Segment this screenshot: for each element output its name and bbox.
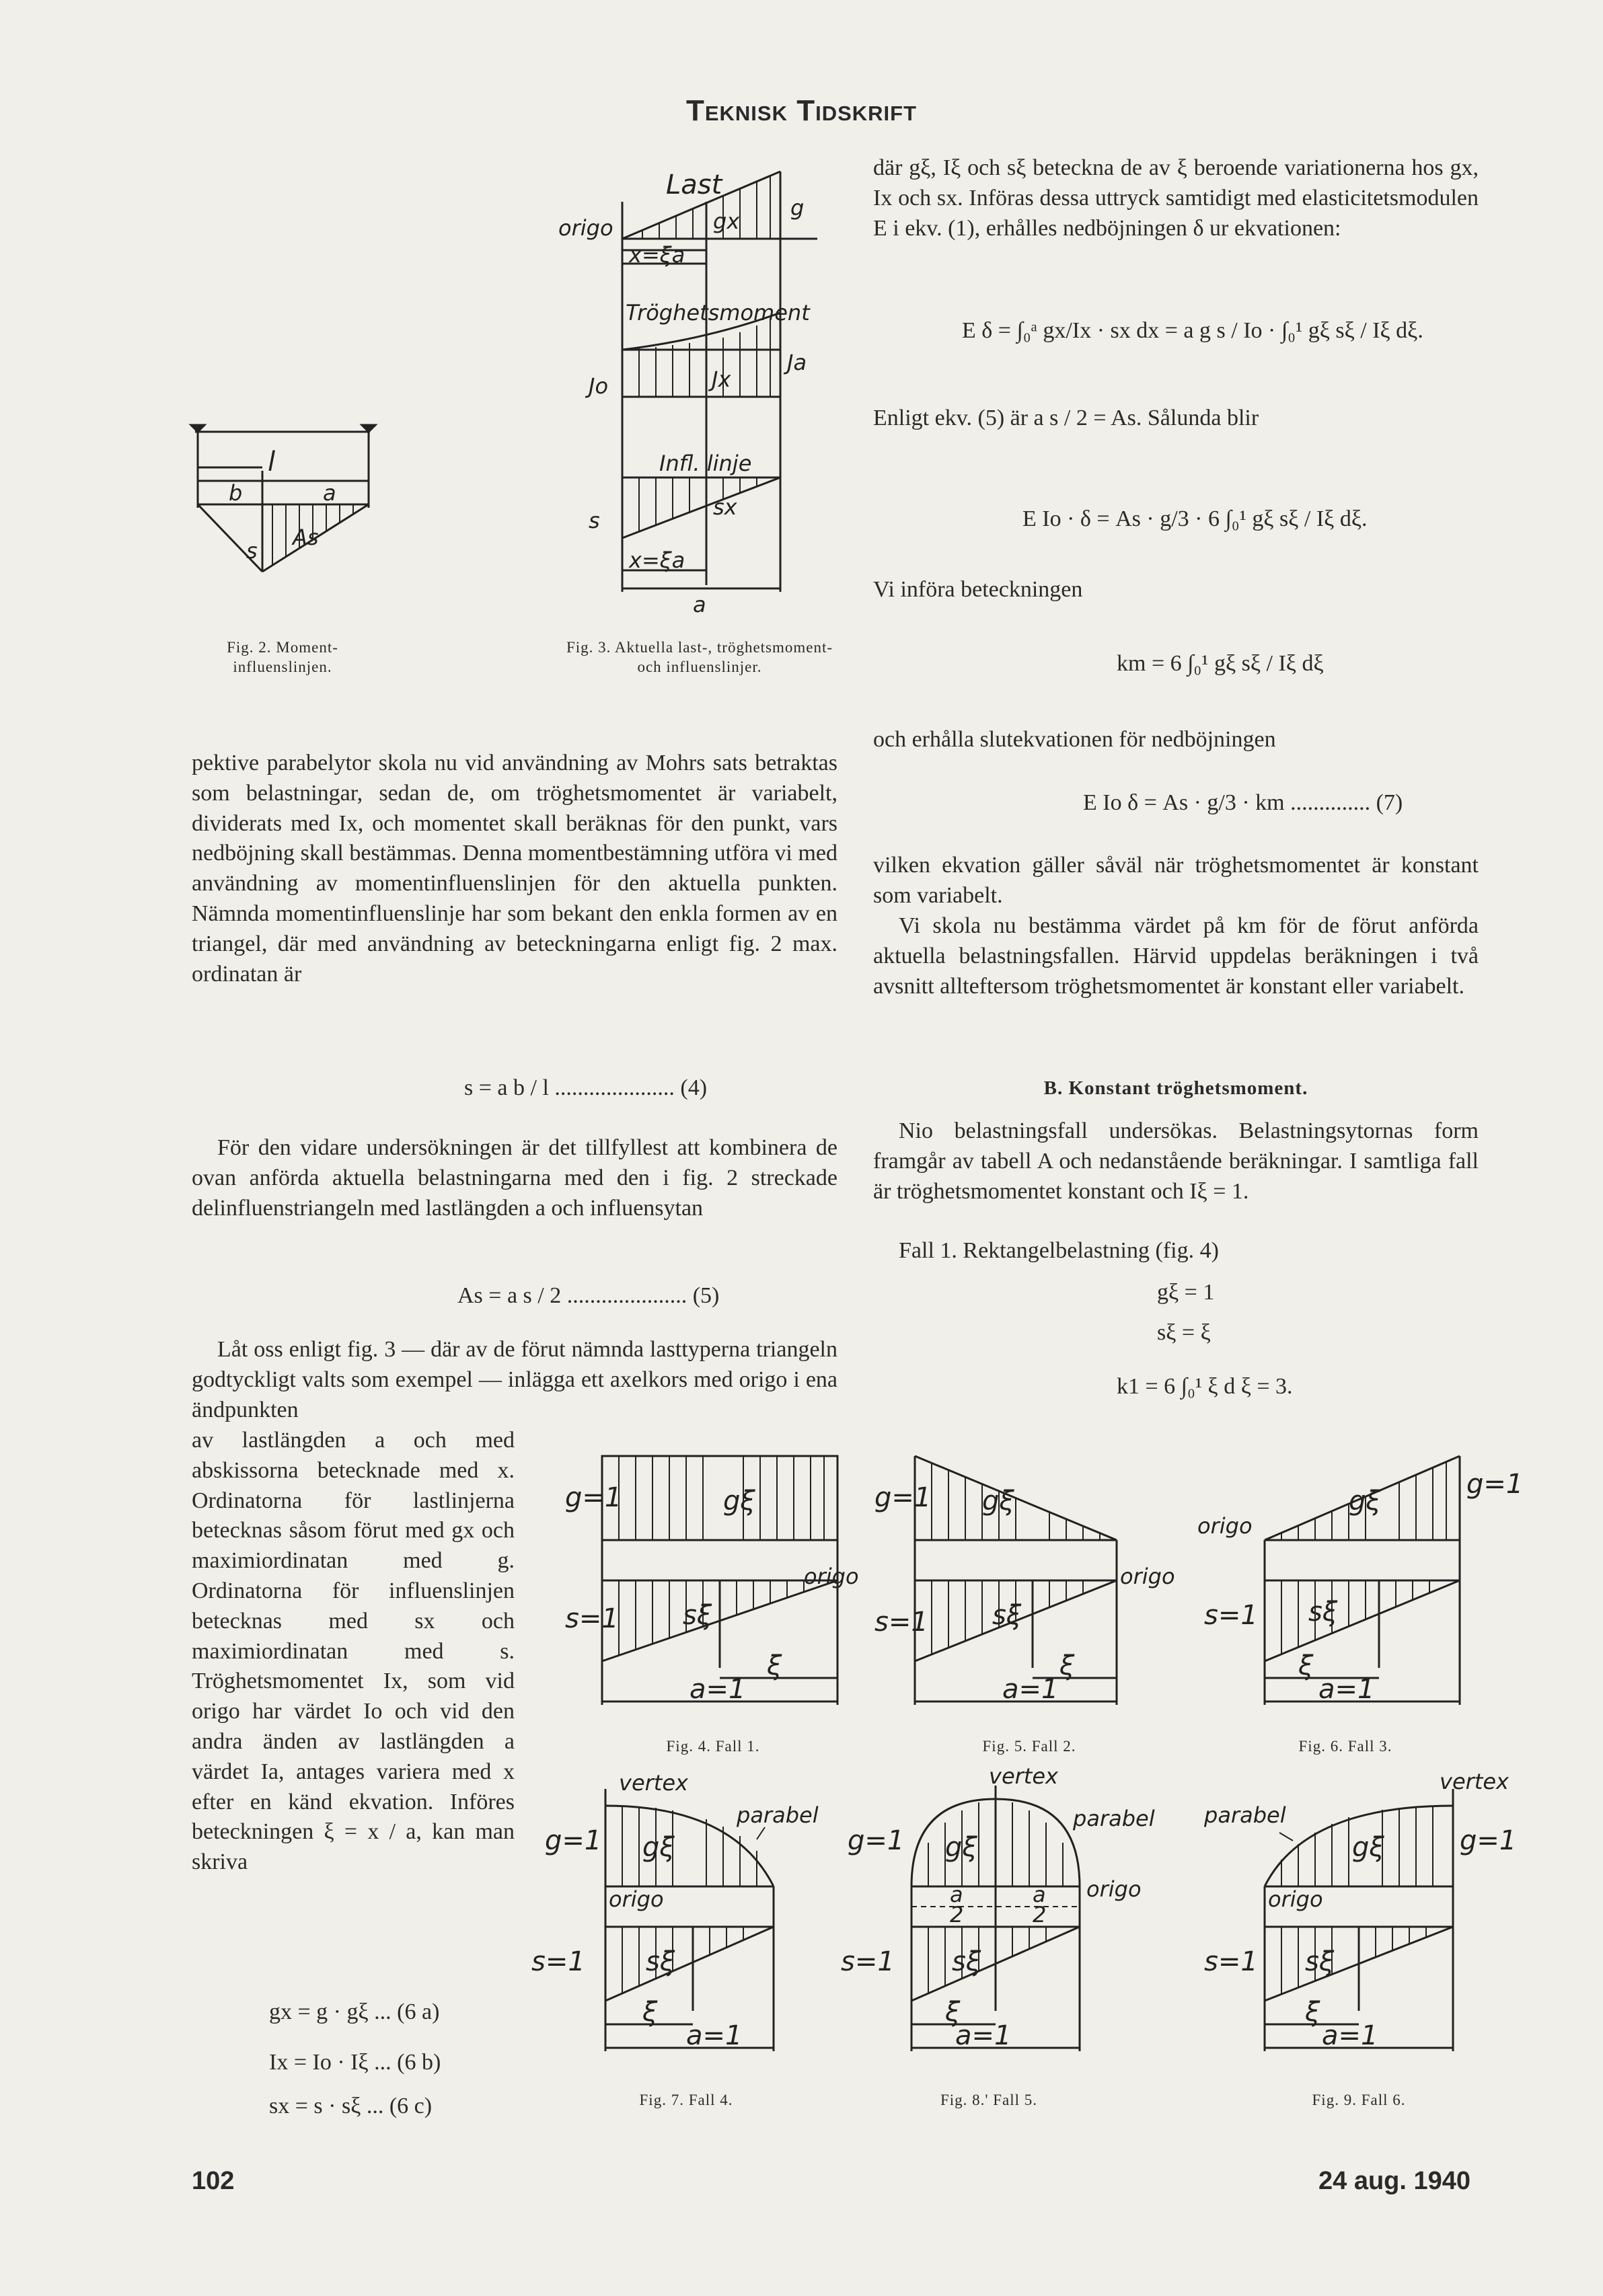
fig3-label-last: Last	[666, 169, 722, 200]
equation-fall1-k: k1 = 6 ∫₀¹ ξ d ξ = 3.	[1117, 1374, 1293, 1399]
left-paragraph-1: pektive parabelytor skola nu vid användning av Mohrs sats betraktas som belastningar, sedan de, om tröghetsmomentet är variabelt, dividerats med Ix, och momentet skall beräknas för den punkt, vars nedböjning skall bestämmas. Denna momentbestämning utföra vi med användning av momentinfluenslinjen för den aktuella punkten. Nämnda momentinfluenslinje har som bekant den enkla formen av en triangel, där med användning av beteckningarna enligt fig. 2 max. ordinatan är	[192, 751, 837, 987]
fig8-label-a: a=1	[955, 2020, 1012, 2051]
equation-7: E Io δ = As · g/3 · km .............. (7)	[1083, 790, 1403, 815]
fig4-label-s: s=1	[565, 1603, 619, 1634]
fig8-label-g: g=1	[848, 1825, 905, 1856]
fig8-label-half1: 2	[950, 1902, 964, 1927]
fig3-label-inertia: Tröghetsmoment	[626, 300, 810, 326]
fig9-label-g: g=1	[1460, 1825, 1517, 1856]
fig7-label-g: g=1	[545, 1825, 602, 1856]
fig4-diagram	[565, 1446, 861, 1728]
left-paragraph-3b: av lastlängden a och med abskissorna betecknade med x. Ordinatorna för lastlinjerna betecknas såsom förut med gx och maximiordinatan med g. Ordinatorna för influenslinjen betecknas med sx och maximiordinatan med s. Tröghetsmomentet Ix, som vid origo har värdet Io och vid den andra änden av lastlängden a värdet Ia, antages variera med x efter en känd ekvation. Införes beteckningen ξ = x / a, kan man skriva	[192, 1428, 515, 1875]
fig2-label-b: b	[229, 480, 243, 506]
fig8-label-parabel: parabel	[1073, 1806, 1155, 1831]
fig9-label-sxi: sξ	[1305, 1946, 1335, 1977]
equation-c: km = 6 ∫₀¹ gξ sξ / Iξ dξ	[1117, 651, 1324, 676]
fig2-label-l: l	[268, 447, 276, 477]
fig9-label-a: a=1	[1322, 2020, 1378, 2051]
fig2-label-as: As	[293, 525, 319, 550]
fig5-label-s: s=1	[874, 1607, 928, 1638]
fig8-label-half2: 2	[1033, 1902, 1047, 1927]
equation-fall1-g: gξ = 1	[1157, 1280, 1215, 1305]
fig9-label-parabel: parabel	[1204, 1802, 1286, 1828]
fig3-label-gx: gx	[713, 208, 740, 234]
fig7-label-parabel: parabel	[737, 1802, 819, 1828]
fig5-label-g: g=1	[874, 1482, 932, 1513]
right-paragraph-7: Nio belastningsfall undersökas. Belastningsytornas form framgår av tabell A och nedanstående beräkningar. I samtliga fall är tröghetsmomentet konstant och Iξ = 1.	[873, 1118, 1479, 1204]
fig7-diagram	[531, 1769, 848, 2071]
journal-title: Teknisk Tidskrift	[685, 94, 918, 127]
fall-1-heading: Fall 1. Rektangelbelastning (fig. 4)	[899, 1238, 1219, 1263]
fig6-label-s: s=1	[1204, 1600, 1258, 1631]
fig3-label-g: g	[790, 195, 805, 221]
fig8-label-a1: a	[950, 1882, 963, 1907]
fig6-label-gxi: gξ	[1349, 1486, 1381, 1517]
issue-date: 24 aug. 1940	[1318, 2167, 1471, 2195]
fig5-caption: Fig. 5. Fall 2.	[982, 1738, 1076, 1755]
fig4-label-origo: origo	[804, 1564, 859, 1589]
right-paragraph-6: Vi skola nu bestämma värdet på km för de förut anförda aktuella belastningsfallen. Härvid uppdelas beräkningen i två avsnitt allteftersom tröghetsmomentet är konstant eller variabelt.	[873, 913, 1479, 999]
fig5-label-a: a=1	[1002, 1674, 1059, 1705]
fig3-label-sx: sx	[713, 494, 737, 520]
fig6-caption: Fig. 6. Fall 3.	[1298, 1738, 1392, 1755]
equation-6c: sx = s · sξ ... (6 c)	[269, 2094, 433, 2118]
right-paragraph-5: vilken ekvation gäller såväl när tröghetsmomentet är konstant som variabelt.	[873, 853, 1479, 908]
fig7-label-s: s=1	[531, 1946, 585, 1977]
equation-a: E δ = ∫₀ᵃ gx/Ix · sx dx = a g s / Io · ∫₀¹ gξ sξ / Iξ dξ.	[962, 318, 1423, 343]
fig3-label-origo: origo	[558, 215, 613, 241]
fig9-label-s: s=1	[1204, 1946, 1258, 1977]
fig7-label-gxi: gξ	[642, 1832, 675, 1863]
fig6-label-origo: origo	[1197, 1513, 1253, 1539]
fig5-label-origo: origo	[1120, 1564, 1175, 1589]
fig7-label-vertex: vertex	[619, 1770, 688, 1796]
fig5-diagram	[874, 1446, 1197, 1728]
right-paragraph-4: och erhålla slutekvationen för nedböjningen	[873, 727, 1276, 752]
fig2-caption: Fig. 2. Moment-influenslinjen.	[227, 639, 338, 675]
right-paragraph-2: Enligt ekv. (5) är a s / 2 = As. Sålunda blir	[873, 406, 1259, 430]
fig4-caption: Fig. 4. Fall 1.	[666, 1738, 760, 1755]
fig9-label-gxi: gξ	[1352, 1832, 1384, 1863]
section-b-heading: B. Konstant tröghetsmoment.	[1043, 1077, 1308, 1099]
equation-b: E Io · δ = As · g/3 · 6 ∫₀¹ gξ sξ / Iξ dξ.	[1022, 506, 1368, 531]
fig5-label-gxi: gξ	[982, 1486, 1014, 1517]
fig8-label-xi: ξ	[945, 1997, 961, 2028]
left-paragraph-3a: Låt oss enligt fig. 3 — där av de förut nämnda lasttyperna triangeln godtyckligt valts som exempel — inlägga ett axelkors med origo i ena ändpunkten	[192, 1337, 837, 1422]
equation-5: As = a s / 2 ..................... (5)	[457, 1283, 720, 1308]
fig8-caption: Fig. 8.' Fall 5.	[940, 2092, 1038, 2108]
fig7-label-sxi: sξ	[646, 1946, 675, 1977]
fig4-label-a: a=1	[689, 1674, 746, 1705]
page-number: 102	[192, 2167, 235, 2195]
fig3-label-s: s	[589, 508, 600, 533]
left-paragraph-2: För den vidare undersökningen är det tillfyllest att kombinera de ovan anförda aktuella belastningarna med den i fig. 2 streckade delinfluenstriangeln med lastlängden a och influensytan	[192, 1135, 837, 1221]
fig6-label-sxi: sξ	[1308, 1597, 1338, 1628]
fig5-label-xi: ξ	[1059, 1650, 1075, 1681]
fig4-label-g: g=1	[565, 1482, 622, 1513]
fig7-label-origo: origo	[609, 1886, 664, 1912]
equation-4: s = a b / l ..................... (4)	[464, 1075, 708, 1100]
fig6-diagram	[1191, 1446, 1524, 1728]
fig7-label-a: a=1	[686, 2020, 743, 2051]
fig4-label-gxi: gξ	[723, 1486, 755, 1517]
fig8-label-origo: origo	[1086, 1876, 1142, 1902]
fig3-label-a: a	[693, 592, 706, 617]
fig6-label-xi: ξ	[1298, 1650, 1314, 1681]
fig3-label-x1: x=ξa	[629, 242, 685, 268]
fig8-label-a2: a	[1033, 1882, 1046, 1907]
fig8-label-s: s=1	[841, 1946, 895, 1977]
right-paragraph-3: Vi införa beteckningen	[873, 577, 1083, 602]
right-paragraph-1: där gξ, Iξ och sξ beteckna de av ξ beroende variationerna hos gx, Ix och sx. Införas dessa uttryck samtidigt med elasticitetsmodulen E i ekv. (1), erhålles nedböjningen δ ur ekvationen:	[873, 155, 1479, 241]
fig3-label-jx: Jx	[712, 367, 731, 392]
fig7-caption: Fig. 7. Fall 4.	[639, 2092, 733, 2108]
fig3-diagram	[552, 161, 834, 619]
fig6-label-g: g=1	[1466, 1469, 1524, 1500]
fig8-label-vertex: vertex	[989, 1763, 1058, 1789]
fig8-label-gxi: gξ	[945, 1832, 977, 1863]
fig4-label-xi: ξ	[767, 1650, 782, 1681]
fig3-label-jo: Jo	[589, 373, 609, 399]
fig9-diagram	[1204, 1769, 1517, 2071]
fig8-diagram	[834, 1763, 1184, 2071]
fig8-label-sxi: sξ	[952, 1946, 981, 1977]
fig4-label-sxi: sξ	[683, 1600, 712, 1631]
fig2-label-s: s	[246, 538, 258, 564]
fig7-label-xi: ξ	[642, 1997, 658, 2028]
equation-6b: Ix = Io · Iξ ... (6 b)	[269, 2050, 441, 2075]
fig3-caption: Fig. 3. Aktuella last-, tröghetsmoment- och influenslinjer.	[566, 639, 833, 675]
fig9-label-vertex: vertex	[1440, 1769, 1509, 1794]
equation-fall1-s: sξ = ξ	[1157, 1320, 1211, 1345]
fig2-label-a: a	[323, 480, 336, 506]
equation-6a: gx = g · gξ ... (6 a)	[269, 1999, 440, 2024]
fig5-label-sxi: sξ	[992, 1600, 1022, 1631]
fig3-label-infl: Infl. linje	[659, 451, 752, 476]
fig6-label-a: a=1	[1318, 1674, 1375, 1705]
fig9-label-xi: ξ	[1305, 1997, 1320, 2028]
fig9-caption: Fig. 9. Fall 6.	[1312, 2092, 1406, 2108]
fig9-label-origo: origo	[1268, 1886, 1323, 1912]
fig3-label-x2: x=ξa	[629, 547, 685, 573]
fig2-diagram	[188, 417, 397, 632]
fig3-label-ja: Ja	[787, 350, 807, 375]
